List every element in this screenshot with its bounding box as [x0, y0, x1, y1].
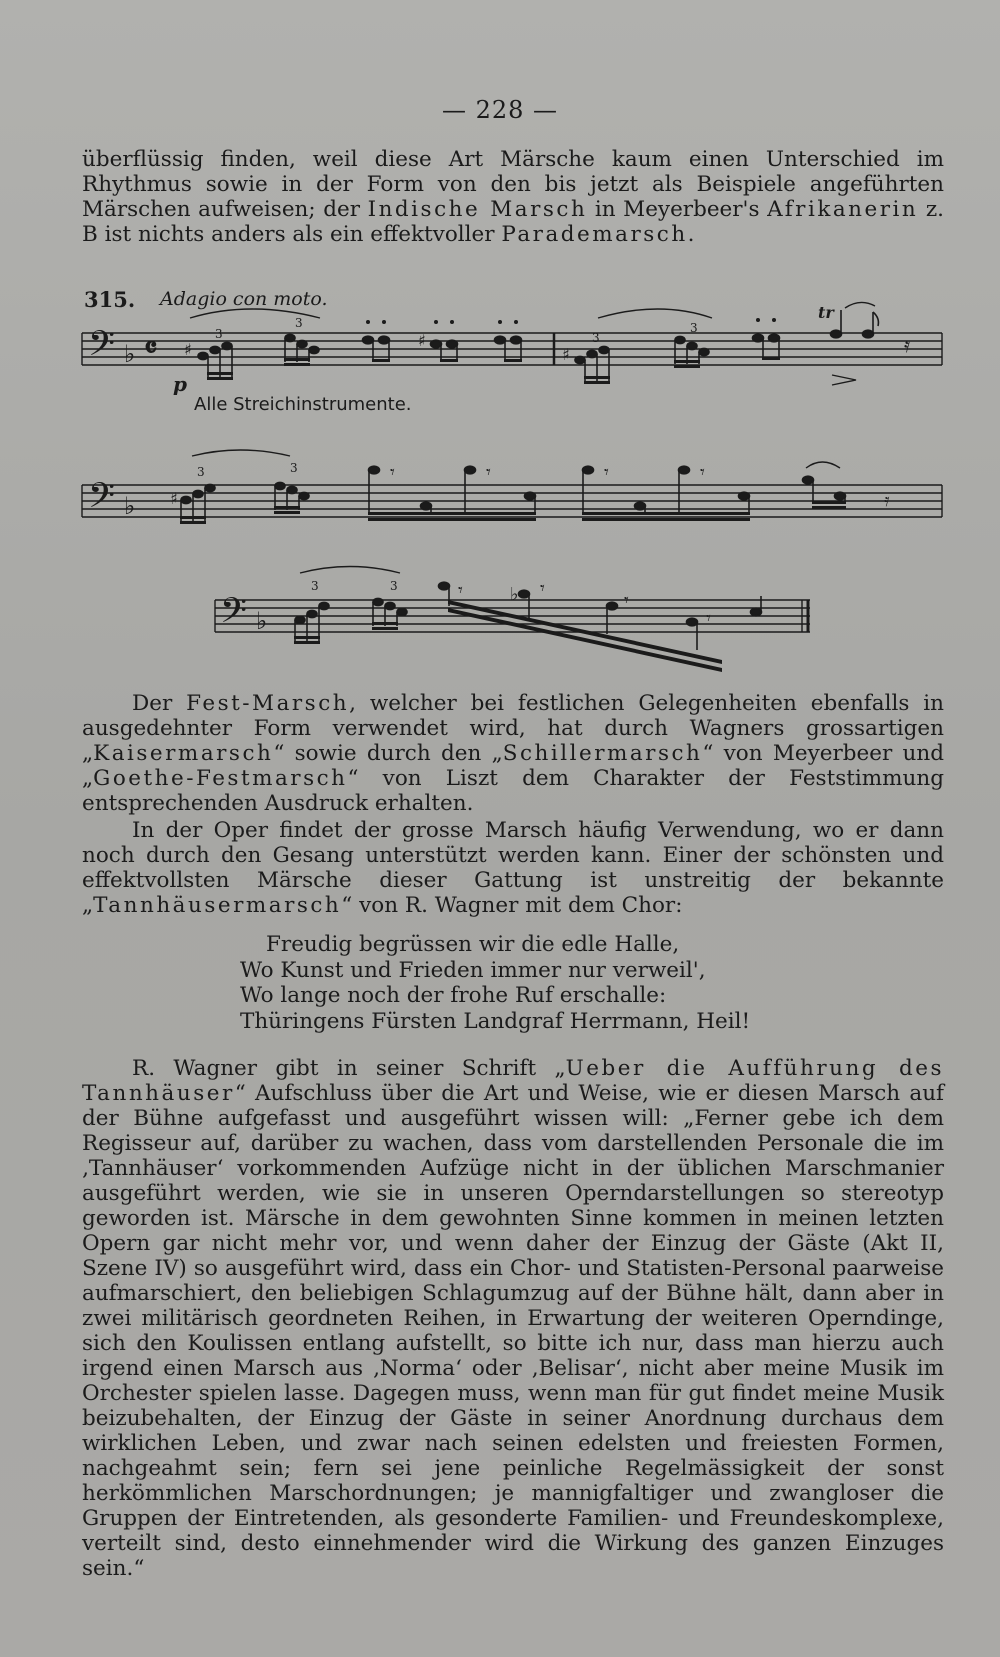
svg-text:𝄾: 𝄾 — [624, 590, 629, 611]
svg-text:♭: ♭ — [124, 340, 136, 368]
svg-text:3: 3 — [290, 461, 298, 475]
text-run: “ Aufschluss über die Art und Weise, wie er diesen Marsch auf der Bühne aufgefasst und ausgeführt wissen will: „Ferner gebe ich dem Regisseur auf, darüber zu wachen, dass vom darstellenden Personale die im ‚Tannhäuser‘ vorkommenden Aufzüge nicht in der üblichen Marschmanier ausgeführt werden, wie sie in unseren Operndarstellungen so stereotyp geworden ist. Märsche in dem gewohnten Sinne kommen in meinen letzten Opern gar nicht mehr vor, und wenn daher der Einzug der Gäste (Akt II, Szene IV) so ausgeführt wird, dass ein Chor- und Statisten-Personal paarweise aufmarschiert, den beliebigen Schlagumzug auf der Bühne hält, dann aber in zwei militärisch geordneten Reihen, in Erwartung der weiteren Operndinge, sich den Koulissen entlang aufstellt, so bitte ich nur, dass man hierzu auch irgend einen Marsch aus ‚Norma‘ oder ‚Belisar‘, nicht aber meine Musik im Orchester spielen lasse. Dagegen muss, wenn man für gut findet meine Musik beizubehalten, der Einzug der Gäste in seiner Anordnung durchaus dem wirklichen Leben, und zwar nach seinen edelsten und freiesten Formen, nachgeahmt sein; fern sei jene peinliche Regelmässigkeit der sonst herkömmlichen Marschordnungen; je mannigfaltiger und zwangloser die Gruppen der Eintretenden, als gesonderte Familien- und Freundeskomplexe, verteilt sind, desto einnehmender wird die Wirkung des ganzen Einzuges sein.“ — [82, 1081, 944, 1581]
paragraph-festmarsch-text — [82, 691, 944, 816]
chorus-quote — [240, 932, 750, 1034]
svg-text:3: 3 — [197, 465, 205, 479]
text-run: “ von Liszt dem Charakter der Feststimmung entsprechenden Ausdruck erhalten. — [82, 766, 944, 816]
notes-system-1 — [184, 303, 910, 384]
paragraph-oper — [82, 818, 944, 918]
svg-text:𝄾: 𝄾 — [604, 462, 609, 483]
instrumentation-label: Alle Streichinstrumente. — [194, 394, 412, 415]
svg-text:3: 3 — [311, 579, 319, 593]
svg-text:♯: ♯ — [418, 331, 426, 350]
svg-text:3: 3 — [390, 579, 398, 593]
emphasized-text: Kaisermarsch — [93, 741, 274, 766]
notes-system-3 — [294, 578, 762, 672]
emphasized-text: Ueber die Aufführung des Tannhäuser — [82, 1056, 944, 1106]
paragraph-wagner-text — [82, 1056, 944, 1581]
svg-text:♯: ♯ — [184, 340, 192, 359]
svg-text:𝄾: 𝄾 — [706, 608, 711, 629]
emphasized-text: Fest-Marsch — [186, 691, 350, 716]
svg-text:𝄾: 𝄾 — [486, 462, 491, 483]
text-run: R. Wagner gibt in seiner Schrift „ — [132, 1056, 566, 1081]
svg-text:♭: ♭ — [256, 607, 268, 635]
svg-text:tr: tr — [818, 303, 834, 322]
svg-text:𝄾: 𝄾 — [390, 462, 395, 483]
text-run: “ von Meyerbeer und „ — [82, 741, 944, 791]
emphasized-text: Afrikanerin — [767, 197, 919, 222]
emphasized-text: Schillermarsch — [502, 741, 703, 766]
svg-text:♭: ♭ — [124, 492, 136, 520]
page-number: — 228 — — [441, 96, 559, 124]
emphasized-text: Parademarsch. — [501, 222, 697, 247]
text-run: “ sowie durch den „ — [273, 741, 503, 766]
paragraph-festmarsch — [82, 691, 944, 816]
text-run: überflüssig finden, weil diese Art Märsche kaum einen Unterschied im Rhythmus sowie in der Form von den bis jetzt als Beispiele angeführten Märschen aufweisen; der — [82, 147, 944, 222]
text-run: “ von R. Wagner mit dem Chor: — [341, 893, 683, 918]
poem-line: Wo lange noch der frohe Ruf erschalle: — [240, 983, 667, 1008]
svg-text:♯: ♯ — [170, 489, 178, 508]
svg-text:♯: ♯ — [562, 345, 570, 364]
bass-clef-icon: 𝄢 — [88, 323, 116, 372]
text-run: In der Oper findet der grosse Marsch häufig Verwendung, wo er dann noch durch den Gesang unterstützt werden kann. Einer der schönsten und effektvollsten Märsche dieser Gattung ist unstreitig der bekannte „ — [82, 818, 944, 918]
music-notation — [0, 0, 1000, 680]
text-run: z. B ist nichts anders als ein effektvoller — [82, 197, 945, 247]
tempo-marking: Adagio con moto. — [160, 288, 328, 310]
emphasized-text: Goethe-Festmarsch — [93, 766, 348, 791]
dynamic-marking: p — [173, 372, 187, 396]
svg-text:♭: ♭ — [510, 584, 519, 605]
svg-text:𝄿: 𝄿 — [884, 490, 890, 511]
text-run: Der — [132, 691, 187, 716]
text-run: , welcher bei festlichen Gelegenheiten ebenfalls in ausgedehnter Form verwendet wird, hat durch Wagners grossartigen „ — [82, 691, 945, 766]
svg-text:3: 3 — [215, 327, 223, 341]
poem-line: Wo Kunst und Frieden immer nur verweil', — [240, 957, 706, 983]
svg-text:3: 3 — [690, 321, 698, 335]
svg-text:3: 3 — [592, 331, 600, 345]
bass-clef-icon: 𝄢 — [88, 475, 116, 524]
poem-line: Thüringens Fürsten Landgraf Herrmann, Heil! — [240, 1008, 751, 1034]
paragraph-oper-text — [82, 818, 944, 918]
poem-line: Freudig begrüssen wir die edle Halle, — [266, 932, 680, 957]
svg-text:𝄾: 𝄾 — [458, 580, 463, 601]
emphasized-text: Indische Marsch — [367, 197, 588, 222]
example-number: 315. — [84, 287, 136, 312]
svg-text:3: 3 — [295, 316, 303, 330]
svg-text:𝄾: 𝄾 — [700, 462, 705, 483]
bass-clef-icon: 𝄢 — [220, 590, 248, 639]
emphasized-text: Tannhäusermarsch — [93, 893, 342, 918]
svg-text:𝄾: 𝄾 — [540, 578, 545, 599]
svg-text:𝄴: 𝄴 — [144, 331, 158, 366]
text-run: in Meyerbeer's — [587, 197, 768, 222]
svg-text:𝄿: 𝄿 — [904, 333, 911, 357]
paragraph-wagner — [82, 1056, 944, 1581]
